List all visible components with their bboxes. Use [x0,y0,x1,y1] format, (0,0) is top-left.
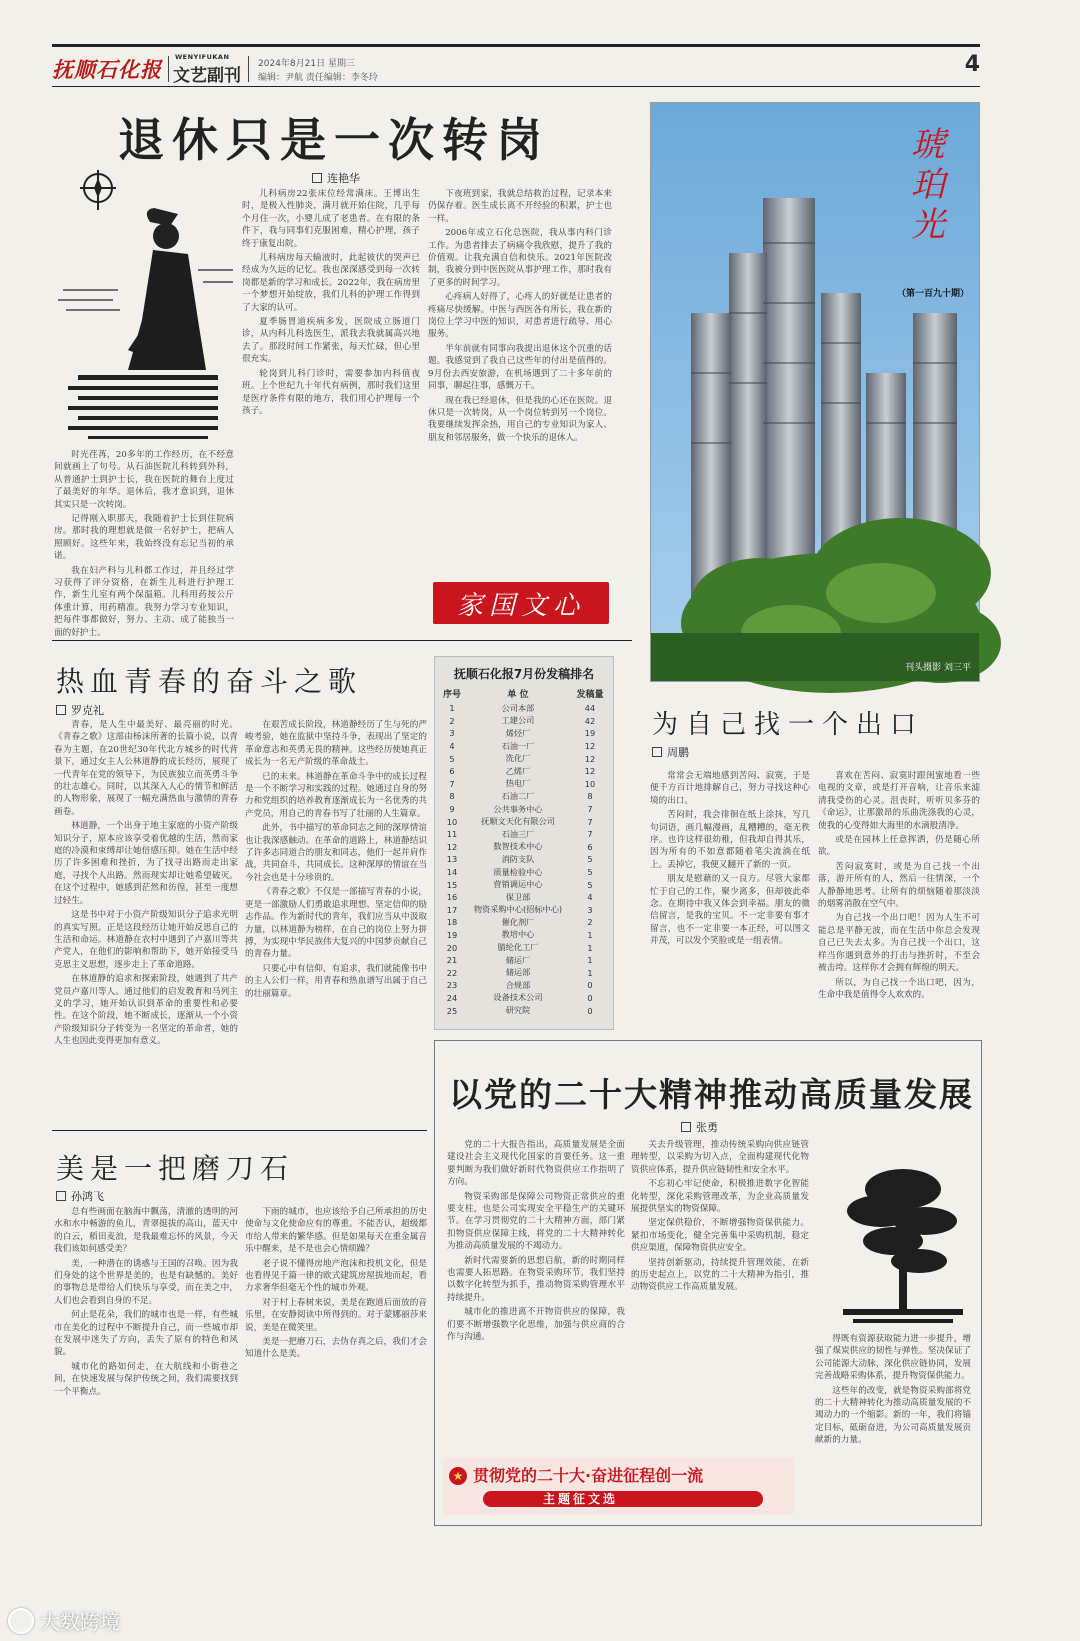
rank-cell: 5 [449,753,455,764]
paragraph: 林道静，一个出身于地主家庭的小资产阶级知识分子，原本应该享受着优越的生活，然而家庭的冷漠和束缚却让她倍感压抑。她在生活中经历了许多困难和挫折，为了找寻出路而走出家庭，寻找个人出路。然而现实却让她希望破灭。在这个过程中，她感到茫然和彷徨，甚至一度想过轻生。 [54,821,238,906]
watermark [8,1606,120,1635]
ranking-row [441,778,607,791]
rank-cell: 23 [446,980,458,991]
unit-cell: 抚顺文天化有限公司 [481,816,555,827]
unit-cell: 数智技术中心 [493,841,543,852]
paragraph: 我在妇产科与儿科都工作过，并且经过学习获得了评分资格，在新生儿科进行护理工作，新生儿室有两个保温箱。儿科用药按公斤体重计算，用药精准。我努力学习专业知识，把每件事都做好，努力、主动、成了能独当一面的好护士。 [54,565,234,638]
ranking-row [441,966,607,979]
ranking-row [441,841,607,854]
byline-box-icon [56,1191,66,1201]
unit-cell: 研究院 [505,1005,531,1016]
count-cell: 7 [587,804,593,815]
count-cell: 5 [587,854,593,865]
article-party-col-3 [815,1333,971,1479]
byline-box-icon [681,1122,691,1132]
rank-cell: 10 [446,816,458,827]
article-outlet-col-2 [818,770,980,1035]
rank-cell: 12 [446,841,458,852]
rank-cell: 7 [449,778,455,789]
ranking-row [441,790,607,803]
unit-cell: 烯烃厂 [505,727,531,738]
count-cell: 44 [584,703,596,714]
paragraph: 苦闷时，我会徘徊在纸上涂抹，写几句词语，画几幅漫画，乱糟糟的，毫无秩序。也许这样很幼稚，但我却自得其乐，因为所有的不如意都随着笔尖流淌在纸上。丢掉它，我便又翻开了新的一页。 [650,810,810,870]
article-outlet-col-1 [650,770,810,1035]
newspaper-logo: 抚顺石化报 [52,57,162,82]
count-cell: 5 [587,879,593,890]
rank-cell: 16 [446,892,458,903]
unit-cell: 石油三厂 [501,828,535,839]
section-name: 文艺副刊 [173,66,241,86]
author-name: 孙鸿飞 [71,1190,104,1203]
count-cell: 1 [587,967,593,978]
article-youth-title: 热血青春的奋斗之歌 [56,665,363,698]
ranking-table-title: 抚顺石化报7月份发稿排名 [453,667,595,681]
article-retirement-byline [312,170,360,186]
unit-cell: 储运厂 [505,954,531,965]
article-youth-col-1 [54,719,238,1114]
paragraph: 朋友是慰藉的又一良方。尽管大家都忙于自己的工作，聚少离多，但却彼此牵念。在期待中我又体会到幸福。朋友的微信留言，是我的宝贝。不一定非要有事才留言，也不一定非要一本正经，可以图文并茂，可以发个笑脸或是一组表情。 [650,874,810,947]
unit-cell: 催化剂厂 [501,916,535,927]
paragraph: 已的未来。林道静在革命斗争中的成长过程是一个不断学习和实践的过程。她通过自身的努力和党组织的培养教育逐渐成长为一名优秀的共产党员，用自己的青春书写了壮丽的人生篇章。 [245,771,427,819]
ranking-row [441,941,607,954]
family-culture-banner [433,582,609,624]
family-culture-banner-text: 家国文心 [456,590,585,621]
rank-cell: 24 [446,992,458,1003]
rank-cell: 11 [446,829,458,840]
article-party-box [434,1040,982,1526]
rank-cell: 22 [446,967,458,978]
paragraph: 喜欢在苦闷、寂寞时跟闺蜜地看一些电视的文章，或是打开音响，让音乐来滤清我受伤的心灵。沮丧时，听听贝多芬的《命运》，让那激昂的乐曲洗涤我的心灵，使我的心变得如大海里的水滴般清净。 [818,771,980,831]
count-cell: 2 [587,917,593,928]
ranking-row [441,878,607,891]
count-cell: 0 [587,980,593,991]
paragraph: 轮岗到儿科门诊时，需要参加内科值夜班。上个世纪九十年代有病例，那时我们这里是医疗条件有限的地方，我们用心护理每一个孩子。 [242,368,420,416]
ranking-row [441,853,607,866]
count-cell: 8 [587,791,593,802]
paragraph: 半年前就有同事向我提出退休这个沉重的话题。我感觉到了我自己这些年的付出是值得的。9月份去西安旅游，在机场遇到了二十多年前的同事，聊起往事，感慨万千。 [428,343,612,392]
ranking-table [441,684,607,1017]
paragraph: 何止是花朵，我们的城市也是一样，有些城市在美化的过程中不断提升自己，而一些城市却在发展中迷失了方向，丢失了原有的特色和风貌。 [54,1310,238,1358]
count-cell: 0 [587,1005,593,1016]
rank-cell: 14 [446,867,458,878]
paragraph: 在林道静的追求和探索阶段，她遇到了共产党员卢嘉川等人。通过他们的启发教育和马列主义的学习，她开始认识到革命的重要性和必要性。在这个阶段，她不断成长，逐渐从一个小资产阶级知识分子转变为一名坚定的革命者，她的人生也因此变得更加有意义。 [54,974,238,1047]
paragraph: 时光荏苒，20多年的工作经历，在不经意间就画上了句号。从石油医院儿科转到外科，从普通护士到护士长，我在医院的舞台上度过了最美好的年华。退休后，我才意识到，退休其实只是一次转岗。 [54,450,234,510]
ranking-row [441,1004,607,1017]
paragraph: 美，一种潜在的诱惑与王国的召唤。因为我们身处的这个世界是美的，也是有缺憾的。美好的事物总是带给人们快乐与享受，而在美之中，人们也会看到自身的不足。 [54,1258,238,1306]
ranking-table-box [434,656,614,1030]
ranking-row [441,815,607,828]
count-cell: 3 [587,904,593,915]
section-divider [52,1130,427,1131]
paragraph: 记得刚入职那天，我随着护士长到住院病房。那时我的理想就是做一名好护士，把病人照顾好。这些年来，我始终没有忘记当初的承诺。 [54,514,234,562]
unit-cell: 质量检验中心 [493,866,543,877]
paragraph: 不忘初心牢记使命，积极推进数字化智能化转型，深化采购管理改革，为企业高质量发展提供坚实的物资保障。 [631,1179,809,1215]
banner-ribbon [483,1491,763,1507]
ranking-row [441,715,607,728]
count-cell: 12 [584,741,596,752]
ranking-row [441,702,607,715]
article-retirement-col-1 [54,449,234,638]
rank-cell: 18 [446,917,458,928]
ranking-row [441,992,607,1005]
rank-cell: 20 [446,942,458,953]
author-name: 连艳华 [327,172,360,185]
article-retirement-col-2 [242,188,420,628]
paragraph: 只要心中有信仰，有追求，我们就能像书中的主人公们一样，用青春和热血谱写出属于自己的壮丽篇章。 [245,963,427,999]
unit-cell: 腈纶化工厂 [497,942,539,953]
paragraph: 城市化的推进离不开物资供应的保障，我们要不断增强数字化思维，加强与供应商的合作与沟通。 [447,1307,625,1343]
paragraph: 坚定保供稳价，不断增强物资保供能力。紧扣市场变化，健全完善集中采购机制，稳定供应渠道，保障物资供应安全。 [631,1218,809,1254]
ranking-row [441,765,607,778]
count-cell: 12 [584,753,596,764]
paragraph: 常常会无端地感到苦闷、寂寞，于是便千方百计地排解自己，努力寻找这种心境的出口。 [650,771,810,806]
rank-cell: 15 [446,879,458,890]
section-pinyin: WENYIFUKAN [175,53,230,61]
unit-cell: 教培中心 [501,929,535,940]
count-cell: 6 [587,841,593,852]
count-cell: 1 [587,929,593,940]
ranking-row [441,740,607,753]
essay-campaign-banner [443,1457,795,1515]
author-name: 张勇 [696,1121,718,1134]
rank-cell: 19 [446,929,458,940]
unit-cell: 保卫部 [505,891,531,902]
ranking-row [441,752,607,765]
feature-title: 琥珀光 [911,125,945,245]
paragraph: 现在我已经退休，但是我的心还在医院。退休只是一次转岗，从一个岗位转到另一个岗位。我要继续发挥余热，用自己的专业知识为家人、朋友和邻居服务，做一个快乐的退休人。 [428,395,612,443]
paragraph: 苦闷寂寞时，或是为自己找一个出落，游开所有的人，然后一往情深，一个人静静地思考。让所有的烦恼随着那淡淡的烟雾消散在空气中。 [818,861,980,910]
count-cell: 5 [587,867,593,878]
paragraph: 下雨的城市，也应该给予自己所承担的历史使命与文化使命应有的尊重。不能否认，超级都市给人带来的繁华感。但是如果每天在重金属音乐中醒来，是不是也会心情烦躁？ [245,1207,427,1255]
count-header: 发稿量 [576,689,604,700]
count-cell: 7 [587,829,593,840]
article-party-title: 以党的二十大精神推动高质量发展 [449,1075,974,1114]
ranking-row [441,727,607,740]
masthead-divider-2 [248,56,249,82]
nurse-illustration [58,170,233,448]
rank-cell: 13 [446,854,458,865]
paragraph: 得既有资源获取能力进一步提升，增强了煤炭供应的韧性与弹性。坚决保证了公司能源大动脉，深化供应链协同，发展完善战略采购体系，提升物资保供能力。 [815,1334,971,1382]
author-name: 周鹏 [667,746,689,759]
byline-box-icon [312,173,322,183]
paragraph: 新时代需要新的思想启航，新的时期同样也需要人拓思路。在物资采购环节，我们坚持以数字化转型为抓手，推动物资采购管理水平持续提升。 [447,1255,625,1303]
paragraph: 此外，书中描写的革命同志之间的深厚情谊也让我深感触动。在革命的道路上，林道静结识了许多志同道合的朋友和同志，他们一起并肩作战，共同奋斗，共同成长。这种深厚的情谊在当今社会也是十分珍贵的。 [245,823,427,883]
ranking-row [441,803,607,816]
count-cell: 1 [587,942,593,953]
paragraph: 儿科病房每天输液时，此起彼伏的哭声已经成为久远的记忆。我也深深感受到每一次转岗都是新的学习和成长。2022年，我在病房里一个梦想开始绽放，我们儿科的护理工作得到了大家的认可。 [242,253,420,313]
ranking-row [441,904,607,917]
paragraph: 《青春之歌》不仅是一部描写青春的小说，更是一部激励人们勇敢追求理想、坚定信仰的励志作品。作为新时代的青年，我们应当从中汲取力量，以林道静为榜样，在自己的岗位上努力拼搏，为实现中华民族伟大复兴的中国梦贡献自己的青春力量。 [245,887,427,960]
article-retirement-col-3 [428,188,612,572]
photo-credit: 刊头摄影 刘三平 [905,663,971,673]
paragraph: 下夜班到家，我就总结救治过程，记录本来仍保存着。医生成长离不开经验的积累，护士也一样。 [428,189,612,224]
ranking-row [441,916,607,929]
count-cell: 42 [584,715,596,726]
unit-cell: 合规部 [505,979,531,990]
article-retirement-title: 退休只是一次转岗 [118,113,550,167]
count-cell: 1 [587,955,593,966]
tree-woodcut-illustration [833,1149,973,1329]
paragraph: 党的二十大报告指出，高质量发展是全面建设社会主义现代化国家的首要任务。这一重要判断为我们做好新时代物资供应工作指明了方向。 [447,1140,625,1188]
byline-box-icon [56,705,66,715]
masthead-top-rule [52,44,980,47]
paragraph: 或是在园林上任意挥洒，仍是随心所欲。 [818,835,980,858]
watermark-logo-icon [8,1608,34,1634]
paragraph: 总有些画面在脑海中飘荡，清澈的透明的河水和水中畅游的鱼儿，青翠挺拔的高山，蓝天中的白云，稻田麦浪，是我最难忘怀的风景，今天我们该如何感受美？ [54,1207,238,1255]
article-outlet-title: 为自己找一个出口 [652,710,925,740]
watermark-text: 大数跨境 [40,1610,120,1634]
unit-cell: 公共事务中心 [493,803,543,814]
masthead-bottom-rule [52,86,980,87]
banner-sub-text: 主题征文选 [543,1492,619,1506]
paragraph: 2006年成立石化总医院，我从事内科门诊工作。为患者排去了病痛令我欣慰，提升了我的价值观。让我充满自信和快乐。2021年医院改制，我被分到中医医院从事护理工作，那时我有了更多的时间学习。 [428,228,612,288]
paragraph: 青春，是人生中最美好、最亮丽的时光。《青春之歌》这部由杨沫所著的长篇小说，以青春为主题，在20世纪30年代北方城乡的时代背景下，通过女主人公林道静的成长经历，展现了一代青年在党的领导下，为民族独立而英勇斗争的壮志雄心。同时，以其深入人心的情节和鲜活的人物形象，展现了一幅充满热血与激情的青春画卷。 [54,720,238,817]
unit-cell: 工建公司 [501,715,535,726]
ranking-row [441,954,607,967]
date-line: 2024年8月21日 星期三 [258,59,355,69]
paragraph: 夏季肠胃道疾病多发，医院成立肠道门诊，从内科儿科选医生，派我去我就属高兴地去了。那段时间工作紧张，每天忙碌，但心里很充实。 [242,317,420,365]
paragraph: 儿科病房22张床位经常满床。王博出生时，是极入性肺炎，满月就开始住院，几乎每个月住一次，小婴儿成了老患者。在有限的条件下，我与同事们克服困难，精心护理，孩子终于康复出院。 [242,189,420,249]
masthead [52,44,980,89]
article-beauty-byline [56,1188,104,1204]
unit-cell: 储运部 [505,967,531,978]
unit-cell: 石油一厂 [501,740,535,751]
paragraph: 所以，为自己找一个出口吧，因为，生命中我是值得令人欢欢的。 [818,977,980,1000]
feature-issue: （第一百九十期） [897,289,970,299]
paragraph: 老子说不懂得房地产泡沫和投机文化，但是也看得见千篇一律的欧式建筑房屋拔地而起，看力求奢华但毫无个性的城市外观。 [245,1258,427,1294]
paragraph: 坚持创新驱动，持续提升管理效能，在新的历史起点上，以党的二十大精神为指引，推动物资供应工作高质量发展。 [631,1257,809,1293]
paragraph: 物资采购部是保障公司物资正常供应的重要支柱，也是公司实现安全平稳生产的关键环节。在学习贯彻党的二十大精神方面，部门紧扣物资供应保障主线，将党的二十大精神转化为推动高质量发展的不竭动力。 [447,1191,625,1252]
party-emblem-icon: ★ [449,1467,467,1485]
byline-box-icon [652,747,662,757]
refinery-photo-feature [650,102,980,682]
unit-cell: 乙烯厂 [505,765,531,776]
count-cell: 0 [587,992,593,1003]
author-name: 罗克礼 [71,704,104,717]
article-party-col-2 [631,1139,809,1449]
article-youth-byline [56,702,104,718]
ranking-header-row [441,684,607,702]
unit-cell: 设备技术公司 [493,992,543,1003]
count-cell: 7 [587,816,593,827]
editor-line: 编辑：尹航 责任编辑：李冬玲 [258,73,378,83]
rank-cell: 25 [446,1005,458,1016]
unit-cell: 物资采购中心(招标中心) [473,904,563,915]
section-divider [52,640,632,641]
ranking-row [441,891,607,904]
rank-cell: 6 [449,766,455,777]
article-beauty-col-1 [54,1206,238,1566]
banner-main-text: 贯彻党的二十大·奋进征程创一流 [473,1466,704,1485]
paragraph: 为自己找一个出口吧！因为人生不可能总是平静无波，而在生活中你总会发现自己已失去太多。为自己找一个出口，这样当你遇到意外的打击与挫折时，不至会被击垮。这样你才会拥有辉煌的明天。 [818,913,980,974]
rank-cell: 3 [449,728,455,739]
unit-header: 单 位 [507,689,529,700]
ranking-row [441,979,607,992]
paragraph: 心疼病人好得了，心疼人的好就是让患者的疼痛尽快缓解。中医与西医各有所长，我在新的岗位上学习中医的知识，对患者进行疏导、用心服务。 [428,292,612,340]
ranking-row [441,866,607,879]
article-party-byline [681,1119,718,1135]
paragraph: 对于村上春树来说，美是在跑道后面放的音乐里，在安静阅读中所得到的。对于蒙娜丽莎来说，美是在微笑里。 [245,1297,427,1333]
count-cell: 19 [584,728,596,739]
paragraph: 城市化的路如何走，在大航线和小街巷之间，在快速发展与保护传统之间，我们需要找到一个平衡点。 [54,1361,238,1397]
count-cell: 10 [584,778,596,789]
paragraph: 美是一把磨刀石，去伪存真之后，我们才会知道什么是美。 [245,1337,427,1360]
article-youth-col-2 [245,719,427,1111]
ranking-row [441,828,607,841]
unit-cell: 热电厂 [505,778,531,789]
unit-cell: 石油二厂 [501,790,535,801]
article-beauty-title: 美是一把磨刀石 [56,1152,295,1185]
article-party-col-1 [447,1139,625,1449]
page-number: 4 [964,52,980,77]
rank-header: 序号 [442,689,461,700]
unit-cell: 公司本部 [501,702,535,713]
rank-cell: 8 [449,791,455,802]
ranking-row [441,929,607,942]
rank-cell: 21 [446,955,458,966]
count-cell: 4 [587,892,593,903]
rank-cell: 1 [449,703,455,714]
rank-cell: 9 [449,804,455,815]
unit-cell: 营销调运中心 [493,879,543,890]
rank-cell: 17 [446,904,458,915]
unit-cell: 洗化厂 [505,753,531,764]
rank-cell: 2 [449,715,455,726]
article-beauty-col-2 [245,1206,427,1566]
paragraph: 这是书中对于小资产阶级知识分子追求光明的真实写照。正是这段经历让她开始反思自己的生活和命运。林道静在农村中遇到了卢嘉川等共产党人，在他们的影响和帮助下，她开始接受马克思主义思想，逐步走上了革命道路。 [54,910,238,970]
masthead-divider [168,56,169,82]
paragraph: 关去升级管理，推动传统采购向供应链管理转型，以采购为切入点，全面构建现代化物资供应体系，提升供应链韧性和安全水平。 [631,1140,809,1175]
count-cell: 12 [584,766,596,777]
rank-cell: 4 [449,741,455,752]
paragraph: 在艰苦成长阶段，林道静经历了生与死的严峻考验，她在监狱中坚持斗争，表现出了坚定的革命意志和英勇无畏的精神。这些经历使她真正成长为一名无产阶级的革命战士。 [245,720,427,768]
unit-cell: 消防支队 [501,853,535,864]
article-outlet-byline [652,744,689,760]
paragraph: 这些年的改变，就是物资采购部将党的二十大精神转化为推动高质量发展的不竭动力的一个缩影。新的一年，我们将锚定目标，砥砺奋进，为公司高质量发展贡献新的力量。 [815,1385,971,1446]
